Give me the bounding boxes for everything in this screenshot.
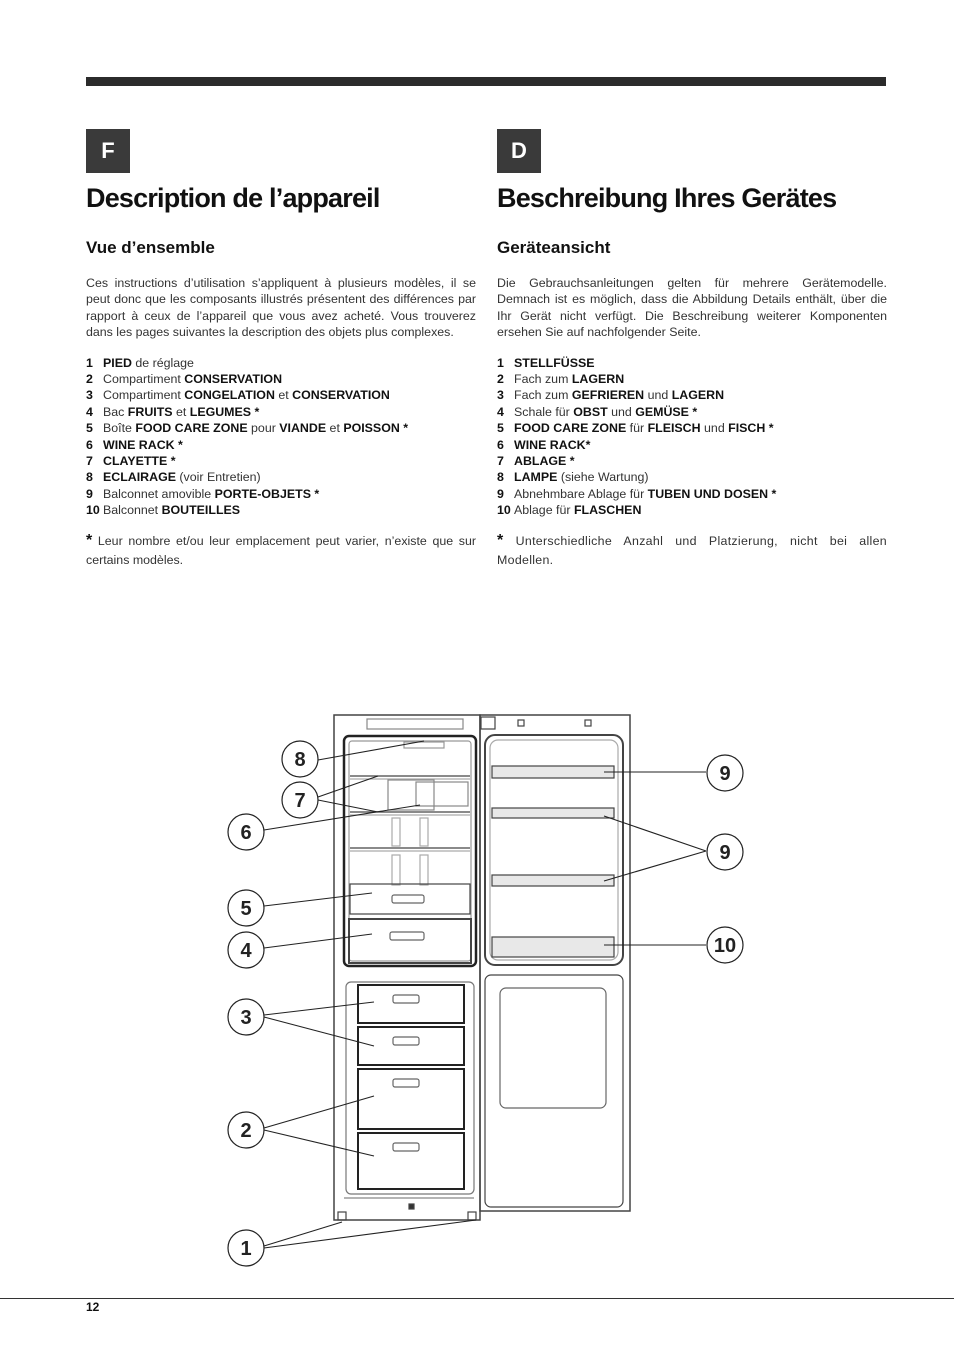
callout-label: 6 xyxy=(240,822,252,844)
callout-label: 5 xyxy=(240,898,252,920)
footnote: * Leur nombre et/ou leur emplacement peut varier, n’existe que sur certains modèles. xyxy=(86,531,476,567)
callout-label: 1 xyxy=(240,1238,252,1260)
callout-label: 8 xyxy=(294,749,306,771)
list-item: 1 STELLFÜSSE xyxy=(497,355,595,370)
list-item: 9 Balconnet amovible PORTE-OBJETS * xyxy=(86,486,320,501)
list-item: 2 Fach zum LAGERN xyxy=(497,372,625,387)
section-subtitle: Vue d’ensemble xyxy=(86,238,215,257)
list-item: 2 Compartiment CONSERVATION xyxy=(86,372,283,387)
list-item: 7 CLAYETTE * xyxy=(86,454,176,469)
list-item: 5 Boîte FOOD CARE ZONE pour VIANDE et POISSON * xyxy=(86,421,409,436)
page-number: 12 xyxy=(86,1300,100,1314)
section-title: Description de l’appareil xyxy=(86,183,380,213)
list-item: 10 Balconnet BOUTEILLES xyxy=(86,503,241,518)
list-item: 10 Ablage für FLASCHEN xyxy=(497,503,642,518)
list-item: 3 Compartiment CONGELATION et CONSERVATION xyxy=(86,388,390,403)
list-item: 4 Bac FRUITS et LEGUMES * xyxy=(86,404,260,419)
list-item: 4 Schale für OBST und GEMÜSE * xyxy=(497,404,698,419)
callout-label: 9 xyxy=(719,763,731,785)
intro-paragraph: Ces instructions d’utilisation s’appliquent à plusieurs modèles, il se peut donc que les composants illustrés présentent des différences par rapport à ceux de l’appareil que vous avez acheté. Vous trouverez dans les pages suivantes la description des objets plus complexes. xyxy=(86,276,476,340)
list-item: 8 LAMPE (siehe Wartung) xyxy=(497,470,649,485)
list-item: 5 FOOD CARE ZONE für FLEISCH und FISCH * xyxy=(497,421,774,436)
language-badge-german: D xyxy=(497,129,541,173)
bottom-rule xyxy=(0,1298,954,1299)
list-item: 3 Fach zum GEFRIEREN und LAGERN xyxy=(497,388,725,403)
list-item: 9 Abnehmbare Ablage für TUBEN UND DOSEN * xyxy=(497,486,777,501)
callout-label: 3 xyxy=(240,1007,252,1029)
list-item: 1 PIED de réglage xyxy=(86,355,194,370)
list-item: 8 ECLAIRAGE (voir Entretien) xyxy=(86,470,261,485)
callout-label: 2 xyxy=(240,1120,252,1142)
section-title: Beschreibung Ihres Gerätes xyxy=(497,183,837,213)
footnote: * Unterschiedliche Anzahl und Platzierung, nicht bei allen Modellen. xyxy=(497,531,887,567)
language-badge-french: F xyxy=(86,129,130,173)
list-item: 6 WINE RACK* xyxy=(497,437,591,452)
list-item: 6 WINE RACK * xyxy=(86,437,183,452)
callout-label: 10 xyxy=(713,935,737,957)
intro-paragraph: Die Gebrauchsanleitungen gelten für mehrere Gerätemodelle. Demnach ist es möglich, dass die Abbildung Details enthält, über die Ihr Gerät nicht verfügt. Die Beschreibung weiterer Komponenten ersehen Sie auf nachfolgender Seite. xyxy=(497,276,887,340)
callout-label: 4 xyxy=(240,940,252,962)
callout-label: 9 xyxy=(719,842,731,864)
callout-label: 7 xyxy=(294,790,306,812)
list-item: 7 ABLAGE * xyxy=(497,454,575,469)
section-subtitle: Geräteansicht xyxy=(497,238,611,257)
